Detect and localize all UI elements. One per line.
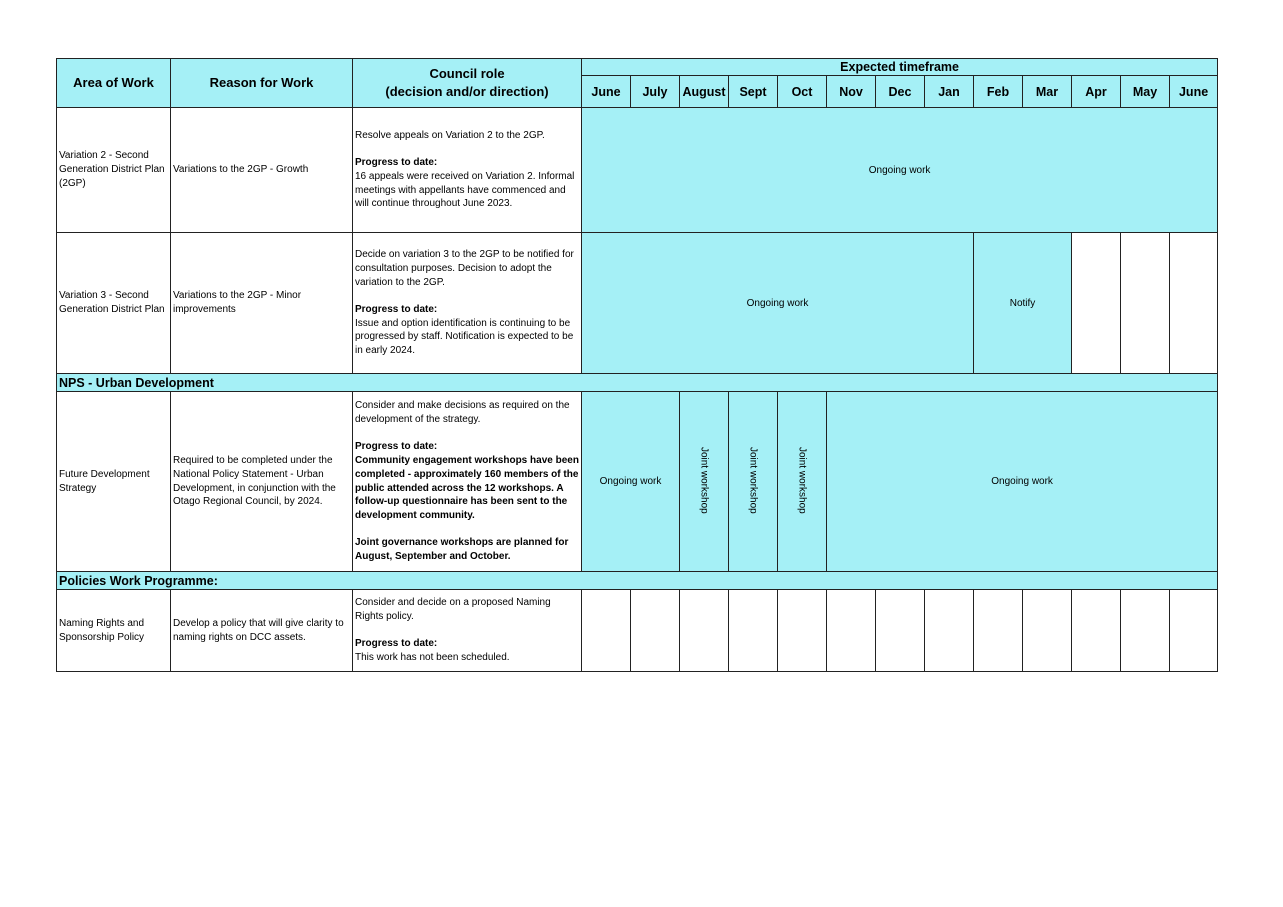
- timeline-empty-cell: [1072, 590, 1121, 672]
- progress-text: 16 appeals were received on Variation 2. Informal meetings with appellants have commenced and will continue throughout June 2023.: [355, 170, 575, 210]
- section-title-policies: Policies Work Programme:: [57, 572, 1218, 590]
- timeline-empty-cell: [974, 590, 1023, 672]
- header-reason-for-work: Reason for Work: [171, 59, 353, 108]
- header-council-role: [353, 59, 582, 108]
- timeline-empty-cell: [1023, 590, 1072, 672]
- timeline-ongoing-work: Ongoing work: [827, 392, 1218, 572]
- reason-cell: Variations to the 2GP - Growth: [171, 108, 353, 233]
- timeline-ongoing-work: Ongoing work: [582, 392, 680, 572]
- timeline-empty-cell: [1072, 233, 1121, 374]
- progress-label: Progress to date:: [355, 638, 438, 650]
- area-cell: Naming Rights and Sponsorship Policy: [57, 590, 171, 672]
- council-role-cell: [353, 590, 582, 672]
- month-header: Dec: [876, 76, 925, 108]
- month-header: Sept: [729, 76, 778, 108]
- section-row-nps: [57, 374, 1218, 392]
- section-title-nps: NPS - Urban Development: [57, 374, 1218, 392]
- role-text: Decide on variation 3 to the 2GP to be notified for consultation purposes. Decision to adopt the variation to the 2GP.: [355, 249, 574, 288]
- work-programme-table: [56, 58, 1218, 672]
- timeline-empty-cell: [925, 590, 974, 672]
- progress-label: Progress to date:: [355, 303, 438, 315]
- month-header: June: [582, 76, 631, 108]
- progress-label: Progress to date:: [355, 441, 438, 453]
- month-header: May: [1121, 76, 1170, 108]
- work-programme-sheet: [56, 58, 1218, 672]
- progress-label: Progress to date:: [355, 157, 438, 169]
- reason-cell: Variations to the 2GP - Minor improvements: [171, 233, 353, 374]
- joint-workshop-label: Joint workshop: [796, 446, 808, 514]
- table-row-variation2: [57, 108, 1218, 233]
- timeline-empty-cell: [680, 590, 729, 672]
- joint-workshop-label: Joint workshop: [698, 446, 710, 514]
- timeline-empty-cell: [631, 590, 680, 672]
- area-cell: Variation 2 - Second Generation District Plan (2GP): [57, 108, 171, 233]
- progress-text: This work has not been scheduled.: [355, 652, 510, 664]
- month-header: Jan: [925, 76, 974, 108]
- timeline-empty-cell: [729, 590, 778, 672]
- council-role-cell: [353, 392, 582, 572]
- reason-cell: Required to be completed under the National Policy Statement - Urban Development, in conjunction with the Otago Regional Council, by 2024.: [171, 392, 353, 572]
- timeline-empty-cell: [1170, 590, 1218, 672]
- joint-workshop-label: Joint workshop: [747, 446, 759, 514]
- table-row-fds: [57, 392, 1218, 572]
- header-council-role-line1: Council role: [429, 66, 505, 81]
- role-text: Consider and make decisions as required on the development of the strategy.: [355, 400, 570, 425]
- timeline-ongoing-work: Ongoing work: [582, 108, 1218, 233]
- month-header: July: [631, 76, 680, 108]
- council-role-cell: [353, 108, 582, 233]
- timeline-notify: Notify: [974, 233, 1072, 374]
- progress-text-bold-2: Joint governance workshops are planned for August, September and October.: [355, 537, 569, 562]
- timeline-empty-cell: [582, 590, 631, 672]
- table-row-naming-rights: [57, 590, 1218, 672]
- timeline-empty-cell: [1121, 590, 1170, 672]
- header-row-top: [57, 59, 1218, 76]
- month-header: Mar: [1023, 76, 1072, 108]
- role-text: Consider and decide on a proposed Naming Rights policy.: [355, 597, 551, 622]
- section-row-policies: [57, 572, 1218, 590]
- timeline-joint-workshop-oct: [778, 392, 827, 572]
- reason-cell: Develop a policy that will give clarity to naming rights on DCC assets.: [171, 590, 353, 672]
- area-cell: Future Development Strategy: [57, 392, 171, 572]
- table-row-variation3: [57, 233, 1218, 374]
- progress-text: Issue and option identification is continuing to be progressed by staff. Notification is expected to be in early 2024.: [355, 317, 574, 357]
- council-role-cell: [353, 233, 582, 374]
- timeline-empty-cell: [778, 590, 827, 672]
- timeline-empty-cell: [1170, 233, 1218, 374]
- month-header: June: [1170, 76, 1218, 108]
- timeline-ongoing-work: Ongoing work: [582, 233, 974, 374]
- timeline-joint-workshop-sept: [729, 392, 778, 572]
- header-council-role-line2: (decision and/or direction): [385, 84, 549, 99]
- area-cell: Variation 3 - Second Generation District Plan: [57, 233, 171, 374]
- month-header: August: [680, 76, 729, 108]
- month-header: Nov: [827, 76, 876, 108]
- header-expected-timeframe: Expected timeframe: [582, 59, 1218, 76]
- progress-text-bold: Community engagement workshops have been completed - approximately 160 members of the public attended across the 12 workshops. A follow-up questionnaire has been sent to the development community.: [355, 455, 579, 521]
- timeline-empty-cell: [876, 590, 925, 672]
- role-text: Resolve appeals on Variation 2 to the 2GP.: [355, 129, 545, 141]
- timeline-empty-cell: [1121, 233, 1170, 374]
- header-area-of-work: Area of Work: [57, 59, 171, 108]
- month-header: Oct: [778, 76, 827, 108]
- timeline-joint-workshop-august: [680, 392, 729, 572]
- timeline-empty-cell: [827, 590, 876, 672]
- month-header: Feb: [974, 76, 1023, 108]
- month-header: Apr: [1072, 76, 1121, 108]
